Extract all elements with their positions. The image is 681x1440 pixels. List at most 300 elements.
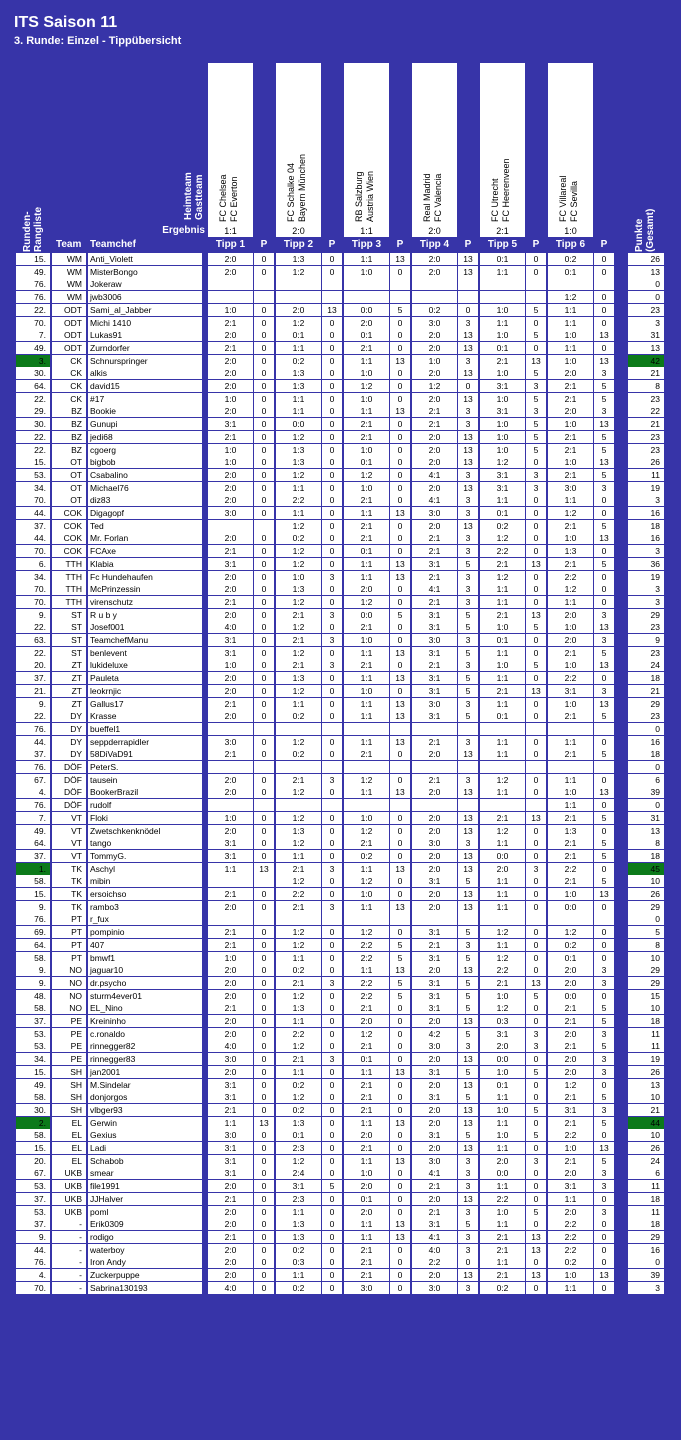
teamchef-cell: bigbob: [88, 456, 202, 468]
points-cell: 13: [526, 1244, 546, 1256]
points-cell: 3: [594, 977, 614, 989]
tipp-cell: 2:1: [548, 1091, 593, 1103]
tipp-cell: [276, 761, 321, 773]
total-points-cell: 0: [628, 761, 664, 773]
tipp-cell: 1:2: [480, 926, 525, 938]
tipp-cell: 1:3: [276, 367, 321, 379]
tipp-cell: 2:0: [208, 494, 253, 506]
points-cell: 13: [390, 710, 410, 722]
points-cell: 0: [390, 418, 410, 430]
tipp-cell: 1:1: [548, 799, 593, 811]
teamchef-cell: Bookie: [88, 405, 202, 417]
points-cell: 0: [390, 634, 410, 646]
tipp-cell: 2:1: [548, 558, 593, 570]
total-points-cell: 18: [628, 672, 664, 684]
tipp-cell: 4:0: [208, 1040, 253, 1052]
points-cell: 5: [526, 1104, 546, 1116]
points-cell: 0: [594, 672, 614, 684]
points-cell: 0: [594, 1218, 614, 1230]
team-cell: SH: [52, 1091, 86, 1103]
points-cell: 5: [594, 444, 614, 456]
tipp-cell: 1:2: [276, 685, 321, 697]
points-cell: 0: [526, 1117, 546, 1129]
points-cell: 5: [594, 469, 614, 481]
total-points-cell: 16: [628, 736, 664, 748]
points-cell: 13: [458, 850, 478, 862]
team-cell: BZ: [52, 431, 86, 443]
tipp-cell: 2:0: [548, 977, 593, 989]
tipp-cell: 1:2: [276, 837, 321, 849]
points-cell: 0: [594, 825, 614, 837]
tipp-cell: 2:1: [548, 837, 593, 849]
tipp-cell: 2:1: [344, 418, 389, 430]
tipp-cell: 4:1: [412, 1167, 457, 1179]
points-cell: 0: [390, 1244, 410, 1256]
tipp-cell: 2:2: [344, 952, 389, 964]
tipp-cell: [480, 913, 525, 925]
tipp-cell: 2:1: [412, 659, 457, 671]
tipp-cell: 3:1: [412, 685, 457, 697]
tipp-cell: 2:0: [548, 1167, 593, 1179]
rank-cell: 70.: [16, 596, 50, 608]
tipp-cell: 1:1: [480, 1142, 525, 1154]
points-cell: [254, 761, 274, 773]
points-cell: 0: [322, 380, 342, 392]
tipp-cell: 3:1: [412, 875, 457, 887]
team-cell: VT: [52, 850, 86, 862]
tipp-cell: 1:2: [480, 952, 525, 964]
tipp-cell: 1:3: [276, 825, 321, 837]
tipp-cell: 0:2: [276, 964, 321, 976]
points-cell: 0: [322, 583, 342, 595]
tipp-cell: 1:2: [276, 621, 321, 633]
team-cell: UKB: [52, 1167, 86, 1179]
rank-cell: 49.: [16, 342, 50, 354]
tipp-cell: 2:1: [208, 1231, 253, 1243]
tipp-cell: 1:1: [344, 405, 389, 417]
rank-cell: 58.: [16, 952, 50, 964]
points-cell: 0: [594, 939, 614, 951]
tipp-column-header: Tipp 5: [487, 239, 518, 250]
points-cell: 0: [390, 596, 410, 608]
points-cell: 13: [458, 786, 478, 798]
tipp-cell: 2:2: [480, 1193, 525, 1205]
tipp-cell: [480, 278, 525, 290]
points-cell: 13: [526, 1231, 546, 1243]
teamchef-cell: c.ronaldo: [88, 1028, 202, 1040]
rank-cell: 44.: [16, 736, 50, 748]
tipp-cell: 1:0: [548, 786, 593, 798]
tipp-cell: 2:1: [480, 977, 525, 989]
tipp-cell: 1:1: [344, 647, 389, 659]
rank-cell: 58.: [16, 1091, 50, 1103]
tipp-cell: 1:0: [480, 418, 525, 430]
total-points-cell: 10: [628, 875, 664, 887]
tipp-cell: 2:0: [412, 1053, 457, 1065]
tipp-cell: [276, 723, 321, 735]
points-cell: [594, 913, 614, 925]
rank-cell: 9.: [16, 964, 50, 976]
points-cell: 3: [526, 1155, 546, 1167]
points-cell: 0: [254, 1282, 274, 1294]
rank-cell: 49.: [16, 266, 50, 278]
points-cell: [458, 761, 478, 773]
points-cell: 5: [458, 1028, 478, 1040]
points-cell: 0: [526, 698, 546, 710]
team-cell: TTH: [52, 583, 86, 595]
points-cell: 13: [390, 1218, 410, 1230]
tipp-cell: 3:1: [412, 1066, 457, 1078]
teamchef-cell: Jokeraw: [88, 278, 202, 290]
tipp-cell: [344, 723, 389, 735]
points-cell: 13: [390, 786, 410, 798]
tipp-cell: 0:1: [344, 329, 389, 341]
tipp-cell: [276, 291, 321, 303]
points-cell: 0: [322, 1104, 342, 1116]
points-cell: 0: [254, 1218, 274, 1230]
tipp-cell: 1:2: [412, 380, 457, 392]
tipp-cell: 1:0: [344, 1167, 389, 1179]
tipp-cell: 3:1: [412, 710, 457, 722]
points-cell: 3: [594, 1167, 614, 1179]
points-cell: 5: [458, 558, 478, 570]
tipp-cell: 0:1: [548, 266, 593, 278]
total-points-cell: 23: [628, 304, 664, 316]
tipp-cell: 2:0: [548, 609, 593, 621]
teamchef-cell: Josef001: [88, 621, 202, 633]
team-cell: VT: [52, 812, 86, 824]
tipp-cell: 1:2: [480, 456, 525, 468]
tipp-cell: 2:1: [344, 1079, 389, 1091]
team-cell: COK: [52, 520, 86, 532]
tipp-cell: 1:0: [548, 329, 593, 341]
tipp-cell: 1:0: [344, 685, 389, 697]
points-cell: 5: [458, 990, 478, 1002]
team-cell: DÖF: [52, 799, 86, 811]
total-points-cell: 26: [628, 1142, 664, 1154]
points-cell: 5: [322, 1180, 342, 1192]
points-cell: 5: [594, 1002, 614, 1014]
teamchef-cell: mibin: [88, 875, 202, 887]
total-points-cell: 11: [628, 1180, 664, 1192]
home-team-name: FC Chelsea: [218, 174, 228, 222]
points-cell: 0: [322, 736, 342, 748]
points-cell: 0: [526, 571, 546, 583]
points-cell: 0: [322, 507, 342, 519]
points-cell: 3: [322, 1053, 342, 1065]
away-team-name: FC Sevilla: [569, 180, 579, 222]
points-cell: 0: [322, 685, 342, 697]
points-cell: 0: [390, 1091, 410, 1103]
points-cell: 0: [254, 964, 274, 976]
tipp-cell: 2:0: [412, 393, 457, 405]
points-cell: 0: [254, 1193, 274, 1205]
points-cell: 5: [458, 672, 478, 684]
points-cell: 0: [322, 355, 342, 367]
tipp-cell: 1:2: [480, 825, 525, 837]
tipp-cell: 2:0: [208, 1206, 253, 1218]
points-cell: 5: [390, 939, 410, 951]
points-cell: 0: [526, 952, 546, 964]
tipp-cell: 2:2: [276, 1028, 321, 1040]
team-cell: ZT: [52, 685, 86, 697]
heimteam-label: Heimteam: [183, 172, 194, 220]
tipp-cell: 2:1: [412, 532, 457, 544]
points-cell: 0: [322, 621, 342, 633]
points-cell: 3: [594, 1180, 614, 1192]
tipp-cell: 0:0: [344, 304, 389, 316]
points-cell: 0: [254, 609, 274, 621]
points-cell: 13: [458, 1053, 478, 1065]
tipp-cell: 2:1: [412, 571, 457, 583]
points-cell: 0: [254, 748, 274, 760]
team-cell: TTH: [52, 571, 86, 583]
points-cell: 0: [594, 736, 614, 748]
tipp-cell: 1:1: [480, 786, 525, 798]
points-cell: 0: [322, 393, 342, 405]
tipp-cell: 1:1: [548, 304, 593, 316]
tipp-cell: 3:1: [480, 1028, 525, 1040]
rank-cell: 22.: [16, 710, 50, 722]
points-cell: 0: [254, 1015, 274, 1027]
tipp-cell: [480, 291, 525, 303]
tipp-cell: 1:1: [344, 672, 389, 684]
tipp-cell: 2:0: [548, 1053, 593, 1065]
total-points-cell: 8: [628, 837, 664, 849]
tipp-cell: 2:1: [548, 380, 593, 392]
tipp-cell: 0:1: [548, 952, 593, 964]
points-cell: 0: [390, 1129, 410, 1141]
tipp-cell: 1:0: [548, 355, 593, 367]
points-cell: 0: [390, 444, 410, 456]
tipp-cell: 2:0: [480, 1040, 525, 1052]
tipp-cell: 1:3: [276, 672, 321, 684]
tipp-cell: 3:1: [208, 1079, 253, 1091]
tipp-cell: 1:1: [480, 647, 525, 659]
tipp-cell: 1:2: [276, 558, 321, 570]
tipp-cell: 1:1: [480, 1091, 525, 1103]
tipp-cell: 2:1: [208, 888, 253, 900]
tipp-cell: 3:0: [548, 482, 593, 494]
tipp-cell: 0:1: [276, 329, 321, 341]
points-cell: 3: [458, 698, 478, 710]
points-cell: 0: [322, 532, 342, 544]
points-cell: [390, 278, 410, 290]
tipp-cell: 2:1: [276, 609, 321, 621]
points-cell: 5: [390, 609, 410, 621]
tipp-cell: 2:1: [480, 812, 525, 824]
tipp-cell: 3:1: [208, 647, 253, 659]
points-column-header: P: [464, 239, 472, 250]
tipp-cell: 1:2: [276, 647, 321, 659]
points-cell: 13: [594, 1269, 614, 1281]
points-cell: 3: [458, 1180, 478, 1192]
away-team-name: FC Heerenveen: [501, 158, 511, 222]
teamchef-cell: PeterS.: [88, 761, 202, 773]
points-cell: 13: [458, 1117, 478, 1129]
tipp-cell: 1:0: [548, 456, 593, 468]
rank-cell: 30.: [16, 367, 50, 379]
total-points-cell: 11: [628, 1028, 664, 1040]
tipp-cell: 4:1: [412, 1231, 457, 1243]
rank-cell: 15.: [16, 253, 50, 265]
points-cell: 5: [458, 1129, 478, 1141]
tipp-cell: 2:1: [344, 1256, 389, 1268]
points-cell: 13: [254, 863, 274, 875]
points-cell: 0: [322, 405, 342, 417]
points-cell: 3: [526, 405, 546, 417]
points-cell: 0: [594, 1129, 614, 1141]
points-cell: 13: [390, 964, 410, 976]
tipp-cell: 2:0: [208, 1269, 253, 1281]
points-cell: 13: [458, 444, 478, 456]
points-cell: 3: [526, 1040, 546, 1052]
total-points-cell: 9: [628, 634, 664, 646]
tipp-cell: 1:1: [276, 1015, 321, 1027]
tipp-cell: 4:1: [412, 469, 457, 481]
points-cell: [526, 723, 546, 735]
teamchef-cell: Gunupi: [88, 418, 202, 430]
points-cell: 13: [458, 812, 478, 824]
points-cell: 0: [594, 1079, 614, 1091]
rank-cell: 1.: [16, 863, 50, 875]
total-points-cell: 19: [628, 571, 664, 583]
tipp-cell: 3:1: [208, 1142, 253, 1154]
tipp-cell: 1:2: [548, 1079, 593, 1091]
team-cell: EL: [52, 1117, 86, 1129]
tipp-cell: 2:2: [548, 672, 593, 684]
total-points-cell: 3: [628, 583, 664, 595]
tipp-cell: 1:0: [276, 571, 321, 583]
points-cell: 0: [322, 1167, 342, 1179]
points-cell: 0: [390, 1167, 410, 1179]
points-cell: 13: [594, 1142, 614, 1154]
team-cell: NO: [52, 964, 86, 976]
tipp-cell: 0:3: [276, 1256, 321, 1268]
team-cell: ODT: [52, 317, 86, 329]
points-cell: [322, 723, 342, 735]
points-cell: 0: [322, 520, 342, 532]
tipp-cell: [412, 278, 457, 290]
tipp-cell: 2:2: [548, 1244, 593, 1256]
points-cell: 13: [458, 329, 478, 341]
total-points-cell: 13: [628, 266, 664, 278]
teamchef-cell: Gallus17: [88, 698, 202, 710]
points-cell: 0: [594, 799, 614, 811]
points-cell: 3: [458, 532, 478, 544]
total-points-cell: 18: [628, 850, 664, 862]
total-points-cell: 10: [628, 1091, 664, 1103]
points-cell: 0: [526, 825, 546, 837]
points-cell: 0: [390, 1282, 410, 1294]
points-cell: 13: [458, 482, 478, 494]
tipp-cell: 2:0: [412, 367, 457, 379]
tipp-cell: 3:0: [208, 1053, 253, 1065]
points-cell: 0: [390, 685, 410, 697]
tipp-cell: 1:0: [548, 698, 593, 710]
tipp-cell: 1:0: [480, 621, 525, 633]
points-cell: 13: [322, 304, 342, 316]
tipp-cell: 3:1: [480, 469, 525, 481]
points-cell: 0: [594, 342, 614, 354]
teamchef-cell: Krasse: [88, 710, 202, 722]
points-cell: 0: [390, 1040, 410, 1052]
team-cell: BZ: [52, 405, 86, 417]
points-cell: 3: [458, 1040, 478, 1052]
teamchef-cell: jedi68: [88, 431, 202, 443]
tipp-cell: 1:3: [276, 1231, 321, 1243]
team-cell: BZ: [52, 418, 86, 430]
points-cell: 3: [458, 545, 478, 557]
rank-cell: 58.: [16, 1129, 50, 1141]
team-column-header: Team: [56, 239, 82, 250]
total-points-cell: 0: [628, 1256, 664, 1268]
points-cell: 3: [458, 1282, 478, 1294]
points-cell: 0: [254, 393, 274, 405]
tipp-cell: 2:1: [412, 545, 457, 557]
total-points-cell: 39: [628, 1269, 664, 1281]
tipp-cell: 1:2: [276, 1155, 321, 1167]
tipp-cell: [548, 761, 593, 773]
rank-cell: 22.: [16, 621, 50, 633]
points-cell: [458, 278, 478, 290]
points-cell: 0: [322, 431, 342, 443]
tipp-cell: 3:1: [208, 850, 253, 862]
tipp-cell: 1:3: [276, 1218, 321, 1230]
tipp-cell: 0:0: [548, 901, 593, 913]
points-cell: [322, 799, 342, 811]
tipp-cell: 3:1: [480, 482, 525, 494]
tipp-cell: 2:0: [208, 329, 253, 341]
rank-cell: 49.: [16, 825, 50, 837]
total-points-cell: 10: [628, 1002, 664, 1014]
points-cell: 0: [254, 1142, 274, 1154]
points-cell: 5: [458, 875, 478, 887]
rank-cell: 7.: [16, 812, 50, 824]
tipp-cell: 1:1: [548, 774, 593, 786]
points-cell: 0: [322, 596, 342, 608]
teamchef-cell: smear: [88, 1167, 202, 1179]
points-cell: 0: [526, 736, 546, 748]
team-cell: WM: [52, 278, 86, 290]
teamchef-cell: leokrnjic: [88, 685, 202, 697]
rank-cell: 53.: [16, 469, 50, 481]
points-cell: 0: [390, 482, 410, 494]
tipp-cell: 1:2: [344, 1028, 389, 1040]
tipp-cell: 0:1: [344, 545, 389, 557]
tipp-cell: 3:1: [412, 647, 457, 659]
teamchef-cell: r_fux: [88, 913, 202, 925]
tipp-cell: 2:1: [548, 710, 593, 722]
total-points-cell: 8: [628, 939, 664, 951]
teamchef-cell: rinnegger82: [88, 1040, 202, 1052]
points-cell: 0: [322, 952, 342, 964]
tipp-cell: 1:1: [480, 901, 525, 913]
points-cell: 0: [526, 888, 546, 900]
tipp-cell: 1:1: [344, 1066, 389, 1078]
tipp-cell: 0:1: [480, 507, 525, 519]
points-cell: 5: [458, 685, 478, 697]
team-cell: WM: [52, 291, 86, 303]
tipp-cell: 1:2: [276, 812, 321, 824]
rank-cell: 37.: [16, 672, 50, 684]
points-cell: 0: [390, 329, 410, 341]
tipp-cell: 3:1: [208, 634, 253, 646]
tipp-cell: 1:0: [548, 1269, 593, 1281]
tipp-cell: 2:1: [412, 774, 457, 786]
points-cell: 0: [322, 418, 342, 430]
points-cell: 13: [458, 1269, 478, 1281]
